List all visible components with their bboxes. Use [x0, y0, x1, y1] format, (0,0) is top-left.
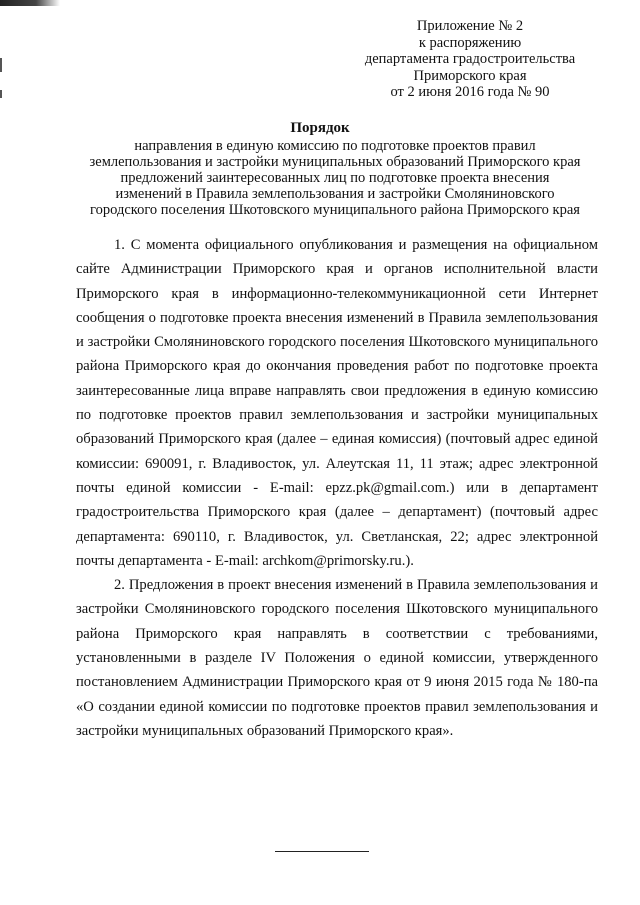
document-title: Порядок — [290, 120, 350, 136]
appendix-line: от 2 июня 2016 года № 90 — [390, 84, 550, 100]
paragraph-1: 1. С момента официального опубликования и размещения на официальном сайте Администрации Приморского края и органов исполнительной власти Приморского края в информационно-телекоммуникационной сети Интернет сообщения о подготовке проекта внесения изменений в Правила землепользования и застройки Смоляниновского городского поселения Шкотовского муниципального района Приморского края до окончания проведения работ по подготовке проекта заинтересованные лица вправе направлять свои предложения в единую комиссию по подготовке проектов правил землепользования и застройки муниципальных образований Приморского края (далее – единая комиссия) (почтовый адрес единой комиссии: 690091, г. Владивосток, ул. Алеутская 11, 11 этаж; адрес электронной почты единой комиссии - E-mail: epzz.pk@gmail.com.) или в департамент градостроительства Приморского края (далее – департамент) (почтовый адрес департамента: 690110, г. Владивосток, ул. Светланская, 22; адрес электронной почты департамента - E-mail: archkom@primorsky.ru.). — [76, 237, 598, 569]
bottom-divider — [275, 851, 369, 852]
scan-edge-mark — [0, 90, 2, 98]
paragraph-2: 2. Предложения в проект внесения изменений в Правила землепользования и застройки Смоляниновского городского поселения Шкотовского муниципального района Приморского края направлять в соответствии с требованиями, установленными в разделе IV Положения о единой комиссии, утвержденного постановлением Администрации Приморского края от 9 июня 2015 года № 180-па «О создании единой комиссии по подготовке проектов правил землепользования и застройки муниципальных образований Приморского края». — [76, 577, 598, 739]
appendix-line: Приложение № 2 — [416, 18, 524, 34]
scan-edge-mark — [0, 58, 2, 72]
document-subtitle — [70, 138, 600, 218]
appendix-header — [350, 18, 590, 101]
appendix-line: Приморского края — [413, 67, 527, 84]
appendix-line: департамента градостроительства — [364, 51, 576, 67]
subtitle-line: направления в единую комиссию по подготовке проектов правил — [134, 138, 536, 154]
document-body — [76, 233, 598, 743]
subtitle-line: городского поселения Шкотовского муниципального района Приморского края — [90, 202, 580, 218]
appendix-line: к распоряжению — [418, 34, 522, 51]
scan-artifact — [0, 0, 60, 6]
subtitle-line: изменений в Правила землепользования и застройки Смоляниновского — [115, 186, 555, 202]
subtitle-line: предложений заинтересованных лиц по подготовке проекта внесения — [120, 170, 550, 186]
subtitle-line: землепользования и застройки муниципальных образований Приморского края — [89, 154, 581, 170]
